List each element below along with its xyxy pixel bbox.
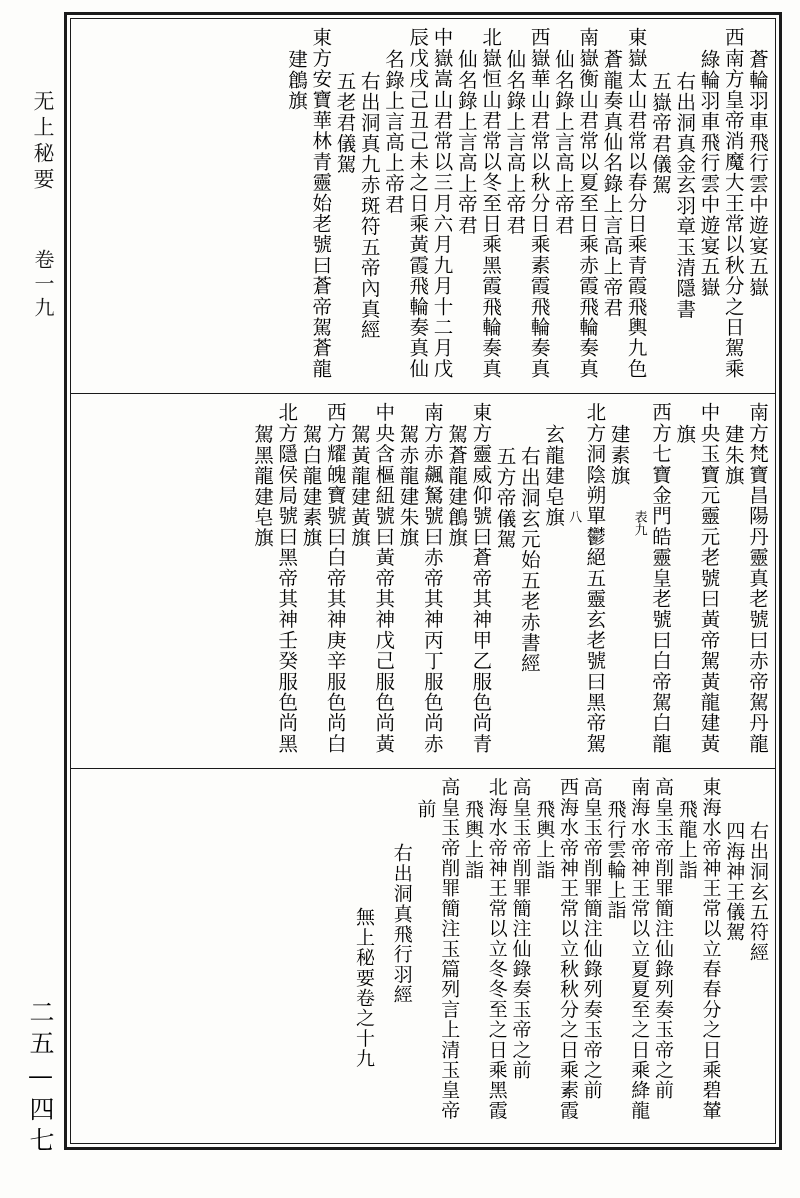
text-column: 北方隱侯局號曰黑帝其神壬癸服色尚黑 — [275, 402, 299, 754]
text-column: 仙名錄上言高上帝君 — [503, 49, 527, 236]
text-column: 五嶽帝君儀駕 — [648, 71, 672, 196]
text-column: 駕黑龍建皂旗 — [250, 424, 274, 549]
text-column: 右出洞玄元始五老赤書經 — [517, 446, 541, 674]
text-column: 駕赤龍建朱旗 — [396, 424, 420, 549]
text-column: 蒼輪羽車飛行雲中遊宴五嶽 — [746, 49, 769, 298]
text-column: 東海水帝神王常以立春春分之日乘碧輦 — [699, 777, 722, 1121]
column-spacer — [375, 777, 389, 1137]
text-column: 玄龍建皂旗 — [542, 424, 566, 528]
book-title-text: 无上秘要 — [31, 90, 55, 194]
text-column: 東方靈威仰號曰蒼帝其神甲乙服色尚青 — [469, 402, 493, 754]
text-column: 建鶬旗 — [284, 49, 308, 112]
text-column: 右出洞真飛行羽經 — [390, 843, 413, 1005]
text-column: 飛龍上詣 — [675, 799, 698, 880]
text-column: 西南方皇帝消魔大王常以秋分之日駕乘 — [721, 27, 745, 379]
text-column: 仙名錄上言高上帝君 — [551, 49, 575, 236]
text-column: 旗 — [673, 424, 697, 445]
text-band-middle — [71, 394, 775, 769]
text-column: 仙名錄上言高上帝君 — [454, 49, 478, 236]
colophon-column: 無上秘要卷之十九 — [353, 907, 375, 1069]
text-column: 建朱旗 — [721, 424, 745, 487]
text-column: 西方七寶金門皓靈皇老號曰白帝駕白龍 — [648, 402, 672, 754]
text-column: 四海神王儀駕 — [723, 821, 746, 943]
text-column: 北海水帝神王常以立冬冬至之日乘黑霞 — [485, 777, 508, 1121]
text-column: 綠輪羽車飛行雲中遊宴五嶽 — [697, 49, 721, 298]
text-column: 西嶽華山君常以秋分日乘素霞飛輪奏真 — [527, 27, 551, 379]
text-column: 飛行雲輪上詣 — [604, 799, 627, 921]
text-column: 南方赤飆駑號曰赤帝其神丙丁服色尚赤 — [420, 402, 444, 754]
text-column: 東嶽太山君常以春分日乘青霞飛輿九色 — [624, 27, 648, 379]
text-column: 北方洞陰朔單鬱絕五靈玄老號曰黑帝駕 — [583, 402, 607, 754]
text-column: 高皇玉帝削罪簡注玉篇列言上清玉皇帝 — [438, 777, 461, 1121]
text-column: 中嶽嵩山君常以三月六月九月十二月戊 — [430, 27, 454, 379]
text-column: 西海水帝神王常以立秋秋分之日乘素霞 — [557, 777, 579, 1121]
text-column: 高皇玉帝削罪簡注仙錄奏玉帝之前 — [509, 777, 532, 1080]
text-band-bottom — [71, 769, 775, 1143]
text-column: 中央含樞紐號曰黃帝其神戊己服色尚黃 — [372, 402, 396, 754]
text-band-top — [71, 19, 775, 394]
text-column: 五方帝儀駕 — [493, 446, 517, 550]
text-column: 辰戊戌己丑己未之日乘黃霞飛輪奏真仙 — [406, 27, 430, 379]
text-column: 蒼龍奏真仙名錄上言高上帝君 — [600, 49, 624, 319]
volume-text: 卷一九 — [31, 249, 55, 321]
text-column: 中央玉寶元靈元老號曰黃帝駕黃龍建黃 — [697, 402, 721, 754]
text-column: 高皇玉帝削罪簡注仙錄列奏玉帝之前 — [652, 777, 674, 1101]
margin-book-title — [6, 90, 58, 321]
text-column: 右出洞真金玄羽章玉清隱書 — [673, 71, 697, 320]
page-number: 二五—四七 — [26, 999, 55, 1158]
text-column: 建素旗 — [607, 424, 631, 487]
text-column: 名錄上言高上帝君 — [382, 49, 406, 215]
text-frame-inner — [70, 18, 776, 1144]
text-column: 飛輿上詣 — [462, 799, 484, 880]
text-column: 東方安寶華林青靈始老號曰蒼帝駕蒼龍 — [309, 27, 333, 379]
text-column: 右出洞玄五符經 — [747, 821, 769, 963]
text-column: 前 — [414, 799, 437, 820]
text-column: 南海水帝神王常以立夏夏至之日乘絳龍 — [628, 777, 651, 1121]
text-column: 飛輿上詣 — [533, 799, 556, 880]
text-column: 五老君儀駕 — [333, 71, 357, 175]
text-column: 右出洞真九赤斑符五帝內真經 — [357, 71, 381, 341]
text-column: 高皇玉帝削罪簡注仙錄列奏玉帝之前 — [580, 777, 603, 1101]
text-frame — [64, 12, 782, 1150]
text-column: 南嶽衡山君常以夏至日乘赤霞飛輪奏真 — [576, 27, 600, 379]
marginalia-note: 八 — [566, 510, 582, 523]
text-column: 北嶽恒山君常以冬至日乘黑霞飛輪奏真 — [479, 27, 503, 379]
text-column: 駕蒼龍建鶬旗 — [445, 424, 469, 549]
text-column: 駕白龍建素旗 — [299, 424, 323, 549]
text-column: 西方耀魄寶號曰白帝其神庚辛服色尚白 — [323, 402, 347, 754]
text-column: 南方梵寶昌陽丹靈真老號曰赤帝駕丹龍 — [746, 402, 769, 754]
marginalia-note: 表九 — [631, 510, 647, 536]
text-column: 駕黃龍建黃旗 — [348, 424, 372, 549]
